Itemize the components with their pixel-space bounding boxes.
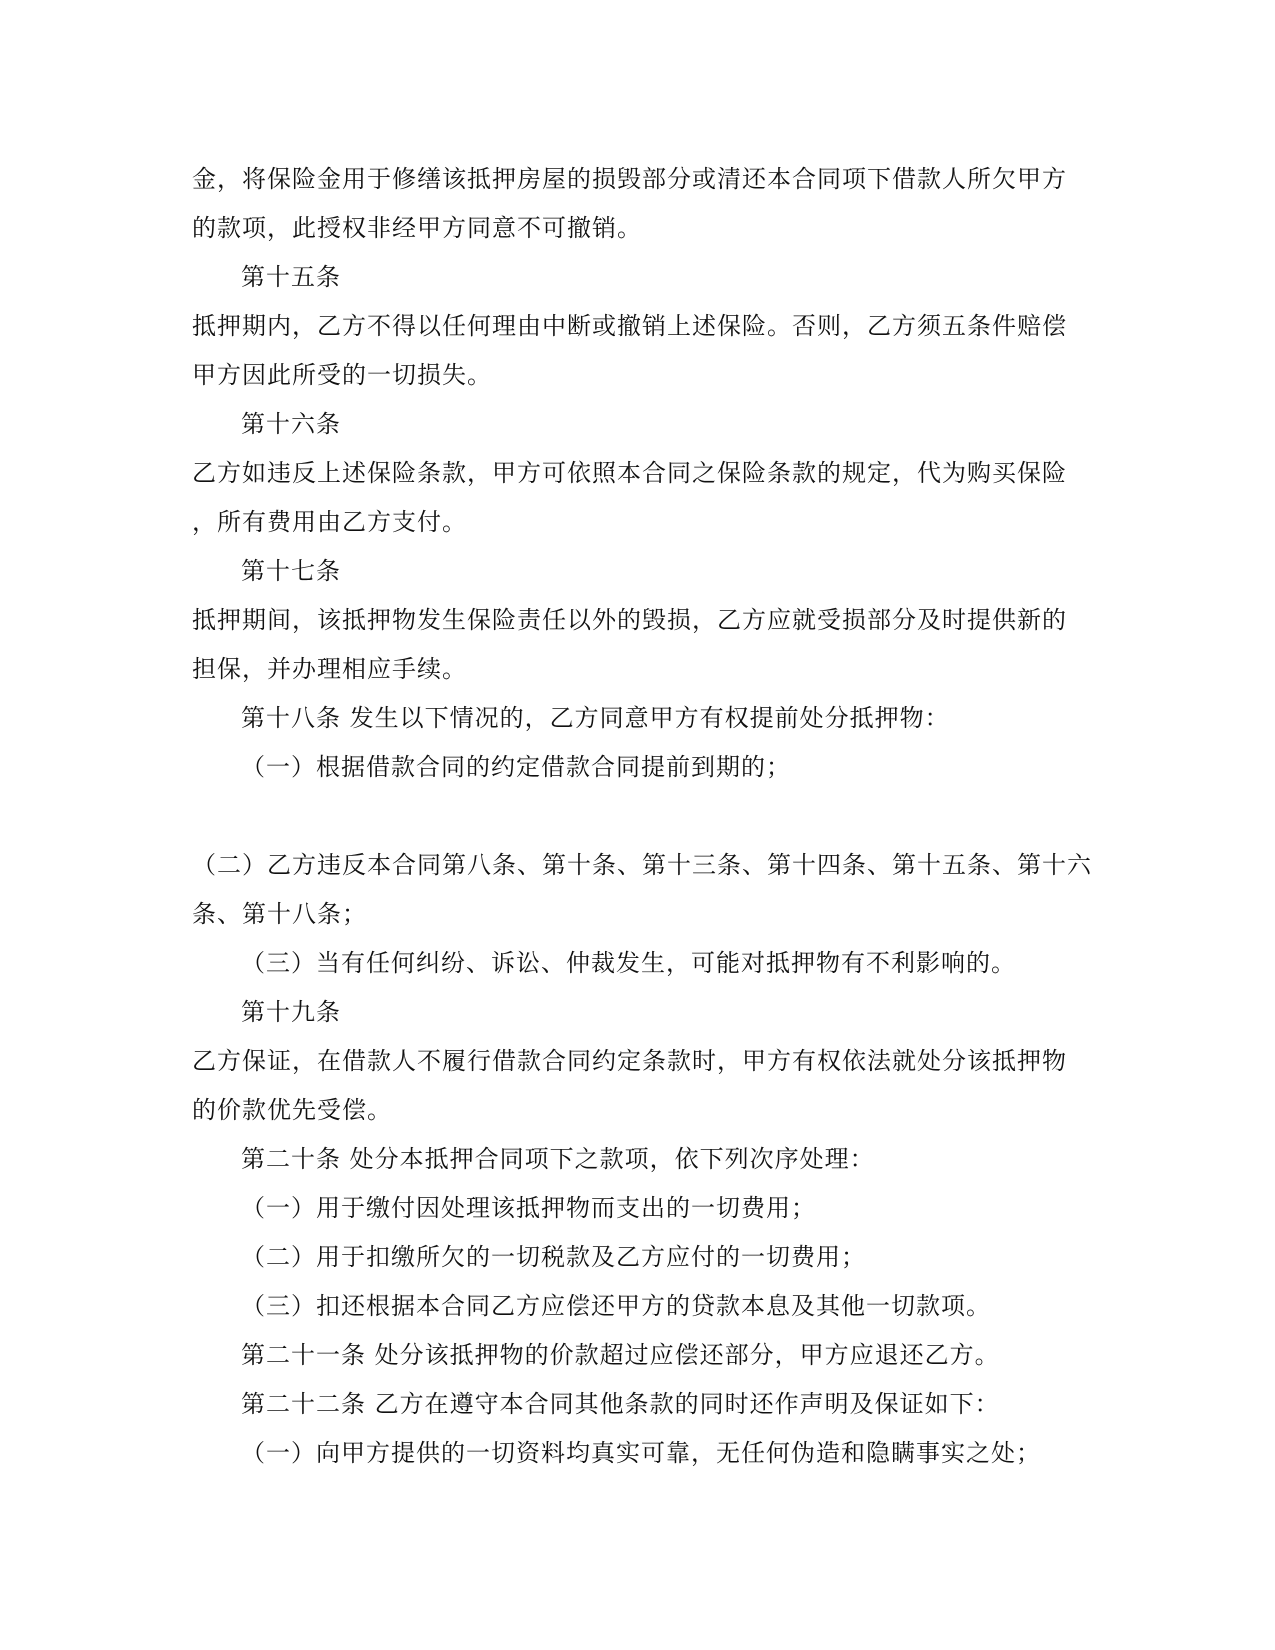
article-heading: 第十六条 bbox=[241, 410, 341, 438]
list-item: （三）当有任何纠纷、诉讼、仲裁发生，可能对抵押物有不利影响的。 bbox=[241, 949, 1016, 977]
text-line: 担保，并办理相应手续。 bbox=[192, 655, 467, 683]
text-line: 的款项，此授权非经甲方同意不可撤销。 bbox=[192, 214, 642, 242]
article-heading: 第二十条 处分本抵押合同项下之款项，依下列次序处理： bbox=[241, 1145, 875, 1173]
article-heading: 第十五条 bbox=[241, 263, 341, 291]
text-line: 条、第十八条； bbox=[192, 900, 367, 928]
blank-gap bbox=[192, 792, 1072, 841]
text-line: ，所有费用由乙方支付。 bbox=[192, 508, 467, 536]
document-body bbox=[192, 155, 1092, 1478]
article-heading: 第二十二条 乙方在遵守本合同其他条款的同时还作声明及保证如下： bbox=[241, 1390, 1000, 1418]
article-heading: 第十九条 bbox=[241, 998, 341, 1026]
text-line: 乙方如违反上述保险条款，甲方可依照本合同之保险条款的规定，代为购买保险 bbox=[192, 459, 1067, 487]
article-heading: 第二十一条 处分该抵押物的价款超过应偿还部分，甲方应退还乙方。 bbox=[241, 1341, 1000, 1369]
text-line: 的价款优先受偿。 bbox=[192, 1096, 392, 1124]
text-line: 甲方因此所受的一切损失。 bbox=[192, 361, 492, 389]
article-heading: 第十八条 发生以下情况的，乙方同意甲方有权提前处分抵押物： bbox=[241, 704, 950, 732]
list-item: （二）乙方违反本合同第八条、第十条、第十三条、第十四条、第十五条、第十六 bbox=[192, 851, 1092, 879]
list-item: （三）扣还根据本合同乙方应偿还甲方的贷款本息及其他一切款项。 bbox=[241, 1292, 991, 1320]
text-line: 抵押期间，该抵押物发生保险责任以外的毁损，乙方应就受损部分及时提供新的 bbox=[192, 606, 1067, 634]
list-item: （一）用于缴付因处理该抵押物而支出的一切费用； bbox=[241, 1194, 816, 1222]
text-line: 金，将保险金用于修缮该抵押房屋的损毁部分或清还本合同项下借款人所欠甲方 bbox=[192, 165, 1067, 193]
text-line: 乙方保证，在借款人不履行借款合同约定条款时，甲方有权依法就处分该抵押物 bbox=[192, 1047, 1067, 1075]
list-item: （一）向甲方提供的一切资料均真实可靠，无任何伪造和隐瞒事实之处； bbox=[241, 1439, 1041, 1467]
article-heading: 第十七条 bbox=[241, 557, 341, 585]
list-item: （一）根据借款合同的约定借款合同提前到期的； bbox=[241, 753, 791, 781]
list-item: （二）用于扣缴所欠的一切税款及乙方应付的一切费用； bbox=[241, 1243, 866, 1271]
text-line: 抵押期内，乙方不得以任何理由中断或撤销上述保险。否则，乙方须五条件赔偿 bbox=[192, 312, 1067, 340]
